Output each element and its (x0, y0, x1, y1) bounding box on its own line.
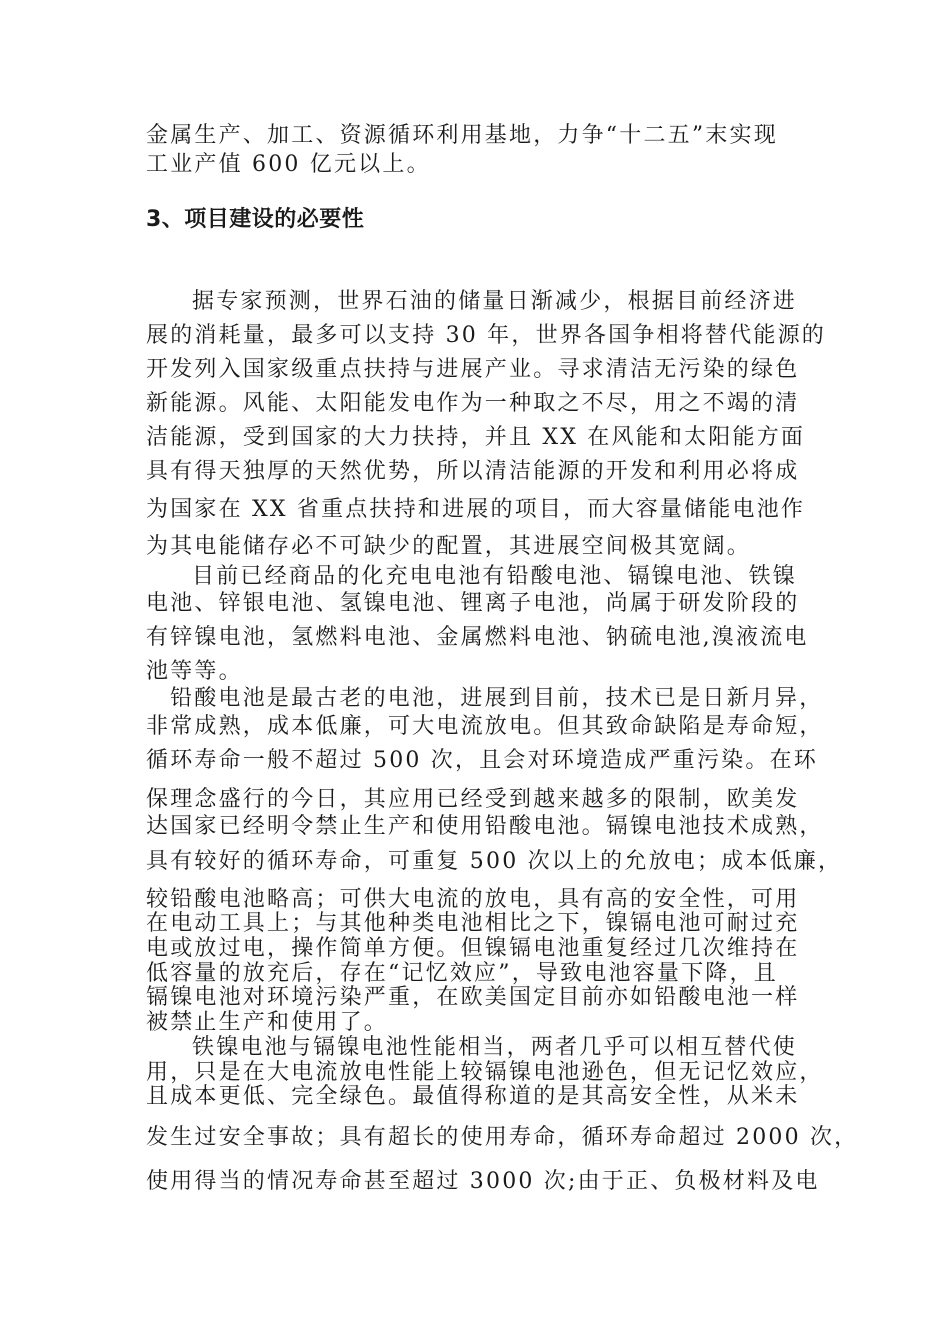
paragraph-line: 电池、锌银电池、氢镍电池、锂离子电池，尚属于研发阶段的 (146, 591, 800, 616)
paragraph-line: 低容量的放充后，存在“记忆效应”，导致电池容量下降，且 (146, 961, 778, 986)
paragraph-line: 目前已经商品的化充电电池有铅酸电池、镉镍电池、铁镍 (192, 564, 798, 589)
paragraph-line: 展的消耗量，最多可以支持 30 年，世界各国争相将替代能源的 (146, 323, 826, 348)
intro-line-2: 工业产值 600 亿元以上。 (146, 152, 431, 177)
paragraph-line: 电或放过电，操作简单方便。但镍镉电池重复经过几次维持在 (146, 936, 800, 961)
paragraph-line: 为国家在 XX 省重点扶持和进展的项目，而大容量储能电池作 (146, 497, 806, 522)
paragraph-line: 循环寿命一般不超过 500 次，且会对环境造成严重污染。在环 (146, 748, 818, 773)
paragraph-line: 被禁止生产和使用了。 (146, 1010, 389, 1035)
paragraph-line: 铅酸电池是最古老的电池，进展到目前，技术已是日新月异， (170, 686, 824, 711)
paragraph-line: 且成本更低、完全绿色。最值得称道的是其高安全性，从米未 (146, 1084, 800, 1109)
paragraph-line: 非常成熟，成本低廉，可大电流放电。但其致命缺陷是寿命短， (146, 714, 824, 739)
paragraph-line: 具有得天独厚的天然优势，所以清洁能源的开发和利用必将成 (146, 459, 800, 484)
paragraph-line: 发生过安全事故；具有超长的使用寿命，循环寿命超过 2000 次， (146, 1125, 859, 1150)
paragraph-line: 据专家预测，世界石油的储量日渐减少，根据目前经济进 (192, 289, 798, 314)
paragraph-line: 有锌镍电池，氢燃料电池、金属燃料电池、钠硫电池,溴液流电 (146, 625, 809, 650)
paragraph-line: 用，只是在大电流放电性能上较镉镍电池逊色，但无记忆效应， (146, 1060, 824, 1085)
paragraph-line: 新能源。风能、太阳能发电作为一种取之不尽，用之不竭的清 (146, 391, 800, 416)
section-heading: 3、项目建设的必要性 (146, 207, 365, 232)
paragraph-line: 为其电能储存必不可缺少的配置，其进展空间极其宽阔。 (146, 534, 752, 559)
paragraph-line: 保理念盛行的今日，其应用已经受到越来越多的限制，欧美发 (146, 787, 800, 812)
paragraph-line: 在电动工具上；与其他种类电池相比之下，镍镉电池可耐过充 (146, 911, 800, 936)
paragraph-line: 达国家已经明令禁止生产和使用铅酸电池。镉镍电池技术成熟， (146, 814, 824, 839)
paragraph-line: 铁镍电池与镉镍电池性能相当，两者几乎可以相互替代使 (192, 1035, 798, 1060)
paragraph-line: 开发列入国家级重点扶持与进展产业。寻求清洁无污染的绿色 (146, 357, 800, 382)
paragraph-line: 池等等。 (146, 659, 243, 684)
paragraph-line: 具有较好的循环寿命，可重复 500 次以上的允放电；成本低廉， (146, 849, 843, 874)
intro-line-1: 金属生产、加工、资源循环利用基地，力争“十二五”末实现 (146, 123, 778, 148)
paragraph-line: 使用得当的情况寿命甚至超过 3000 次;由于正、负极材料及电 (146, 1169, 820, 1194)
paragraph-line: 较铅酸电池略高；可供大电流的放电，具有高的安全性，可用 (146, 887, 800, 912)
paragraph-line: 洁能源，受到国家的大力扶持，并且 XX 在风能和太阳能方面 (146, 425, 806, 450)
paragraph-line: 镉镍电池对环境污染严重，在欧美国定目前亦如铅酸电池一样 (146, 985, 800, 1010)
